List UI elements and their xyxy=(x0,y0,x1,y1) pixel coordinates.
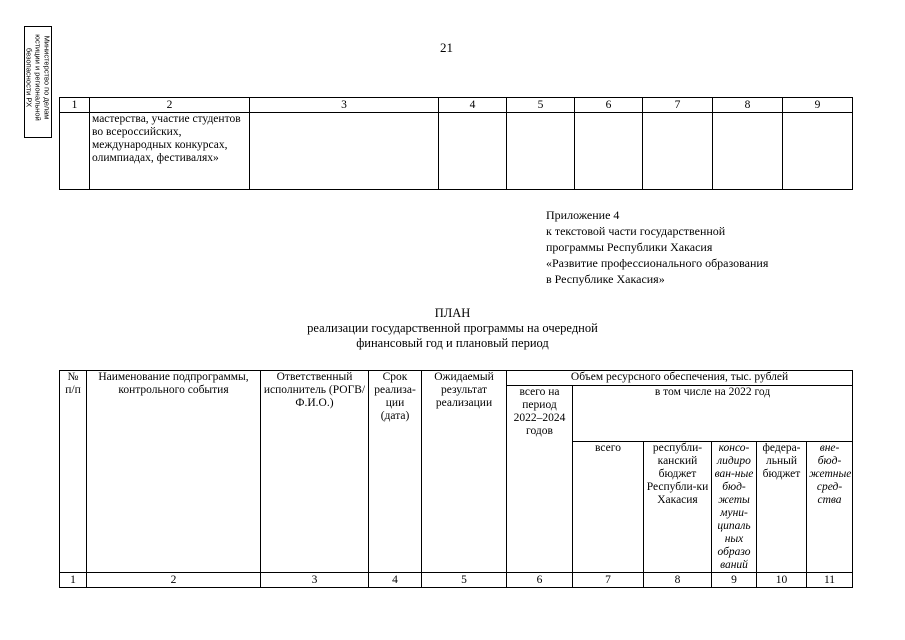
appendix-line: к текстовой части государственной xyxy=(546,224,726,238)
stamp-text: Министерство по делам юстиции и региональной безопасности РХ xyxy=(24,34,52,121)
table-cell xyxy=(439,113,507,190)
table-cell xyxy=(60,113,90,190)
sub-federal-header: федера-льный бюджет xyxy=(757,442,807,573)
column-number: 7 xyxy=(573,573,644,588)
column-number: 2 xyxy=(87,573,261,588)
col-number-header: № п/п xyxy=(60,371,87,573)
ministry-stamp xyxy=(24,26,52,138)
appendix-note xyxy=(546,207,768,287)
page-number: 21 xyxy=(440,40,453,55)
header-cell: 4 xyxy=(439,98,507,113)
header-cell: 3 xyxy=(250,98,439,113)
appendix-line: «Развитие профессионального образования xyxy=(546,256,769,270)
plan-title: ПЛАН xyxy=(434,306,471,320)
table-cell xyxy=(643,113,713,190)
row-description: мастерства, участие студентов во всероссийских, международных конкурсах, олимпиадах, фестивалях» xyxy=(90,113,250,190)
table-row xyxy=(60,113,853,190)
header-cell: 1 xyxy=(60,98,90,113)
header-cell: 9 xyxy=(783,98,853,113)
column-number: 11 xyxy=(807,573,853,588)
col-term-header: Срок реализа-ции (дата) xyxy=(369,371,422,573)
continuation-table xyxy=(59,97,853,190)
col-including-header: в том числе на 2022 год xyxy=(573,386,853,442)
column-number: 4 xyxy=(369,573,422,588)
plan-table xyxy=(59,370,853,588)
plan-subtitle: реализации государственной программы на очередной xyxy=(307,321,598,335)
header-cell: 7 xyxy=(643,98,713,113)
table-cell xyxy=(575,113,643,190)
column-number: 3 xyxy=(261,573,369,588)
sub-republic-header: республи-канский бюджет Республи-ки Хакасия xyxy=(644,442,712,573)
column-number: 6 xyxy=(507,573,573,588)
plan-subtitle: финансовый год и плановый период xyxy=(356,336,549,350)
col-volume-header: Объем ресурсного обеспечения, тыс. рублей xyxy=(507,371,853,386)
appendix-line: Приложение 4 xyxy=(546,208,620,222)
column-number: 10 xyxy=(757,573,807,588)
col-responsible-header: Ответственный исполнитель (РОГВ/Ф.И.О.) xyxy=(261,371,369,573)
header-cell: 2 xyxy=(90,98,250,113)
column-number: 9 xyxy=(712,573,757,588)
sub-extrabudget-header: вне-бюд-жетные сред-ства xyxy=(807,442,853,573)
sub-consolidated-header: консо-лидиро ван-ные бюд-жеты муни-ципаль ных образо ваний xyxy=(712,442,757,573)
col-result-header: Ожидаемый результат реализации xyxy=(422,371,507,573)
table-cell xyxy=(507,113,575,190)
appendix-line: в Республике Хакасия» xyxy=(546,272,665,286)
col-total-header: всего на период 2022–2024 годов xyxy=(507,386,573,573)
header-cell: 8 xyxy=(713,98,783,113)
table-header-row xyxy=(60,98,853,113)
column-number-row xyxy=(60,573,853,588)
header-cell: 5 xyxy=(507,98,575,113)
column-number: 8 xyxy=(644,573,712,588)
col-name-header: Наименование подпрограммы, контрольного события xyxy=(87,371,261,573)
appendix-line: программы Республики Хакасия xyxy=(546,240,713,254)
table-cell xyxy=(250,113,439,190)
table-cell xyxy=(783,113,853,190)
column-number: 1 xyxy=(60,573,87,588)
sub-all-header: всего xyxy=(573,442,644,573)
table-cell xyxy=(713,113,783,190)
table-header-row xyxy=(60,371,853,386)
plan-heading xyxy=(0,306,905,351)
header-cell: 6 xyxy=(575,98,643,113)
column-number: 5 xyxy=(422,573,507,588)
